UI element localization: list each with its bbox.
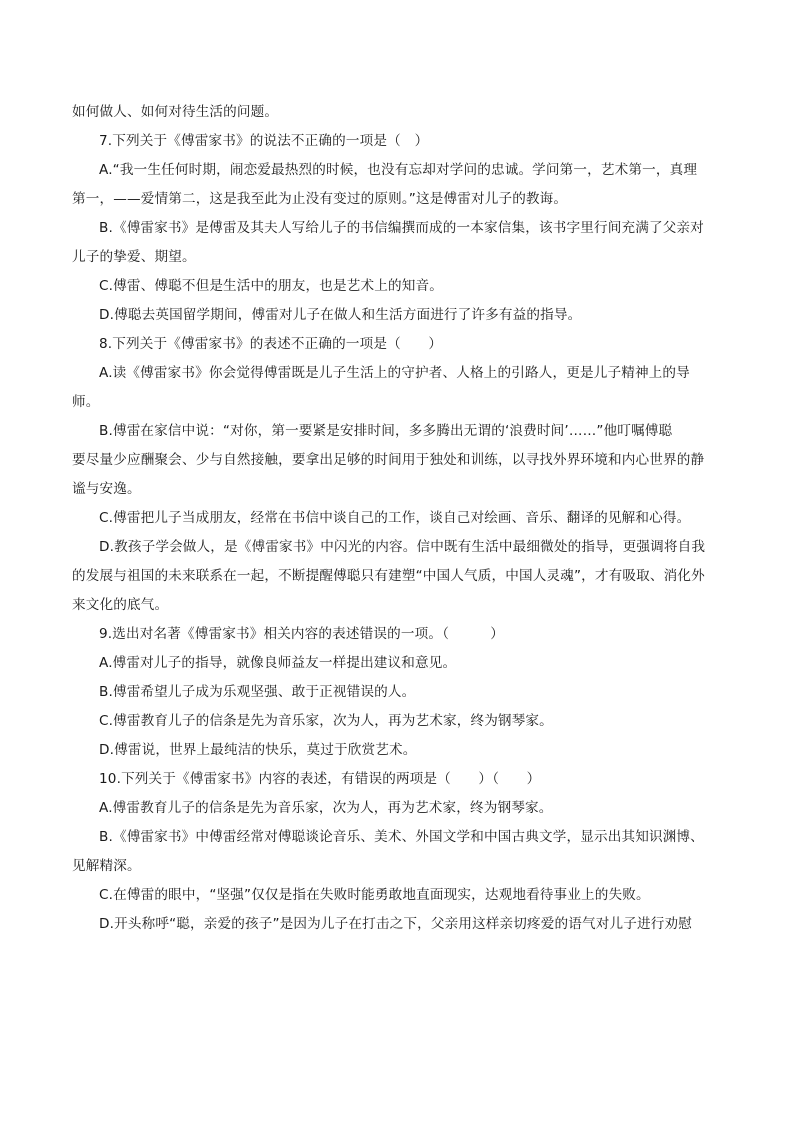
q7-option-a: A.“我一生任何时期，闹恋爱最热烈的时候，也没有忘却对学问的忠诚。学问第一，艺术第一，真理 [99, 162, 698, 178]
q8-option-b-cont2: 谧与安逸。 [72, 481, 141, 497]
q10-option-c: C.在傅雷的眼中，“坚强”仅仅是指在失败时能勇敢地直面现实，达观地看待事业上的失败。 [99, 887, 650, 903]
q10-option-b-cont: 见解精深。 [72, 858, 141, 874]
q7-option-b-cont: 儿子的挚爱、期望。 [72, 249, 196, 265]
question-text-block [72, 98, 726, 939]
q9-option-d: D.傅雷说，世界上最纯洁的快乐，莫过于欣赏艺术。 [99, 742, 417, 758]
q7-option-c: C.傅雷、傅聪不但是生活中的朋友，也是艺术上的知音。 [99, 278, 443, 294]
q9-option-a: A.傅雷对儿子的指导，就像良师益友一样提出建议和意见。 [99, 655, 457, 671]
q8-option-a-cont: 师。 [72, 394, 100, 410]
q10-option-d: D.开头称呼“聪，亲爱的孩子”是因为儿子在打击之下，父亲用这样亲切疼爱的语气对儿子进行劝慰 [99, 916, 692, 932]
q8-option-d-cont: 的发展与祖国的未来联系在一起，不断提醒傅聪只有建塑“中国人气质，中国人灵魂”，才有吸取、消化外 [72, 568, 705, 584]
q7-option-a-cont: 第一，——爱情第二，这是我至此为止没有变过的原则。”这是傅雷对儿子的教诲。 [72, 191, 568, 207]
q8-option-d-cont2: 来文化的底气。 [72, 597, 169, 613]
q9-option-c: C.傅雷教育儿子的信条是先为音乐家，次为人，再为艺术家，终为钢琴家。 [99, 713, 553, 729]
q8-option-b: B.傅雷在家信中说：“对你，第一要紧是安排时间，多多腾出无谓的‘浪费时间’……”他叮嘱傅聪 [99, 423, 673, 439]
question-7-stem: 7.下列关于《傅雷家书》的说法不正确的一项是（ ） [99, 133, 429, 149]
q9-option-b: B.傅雷希望儿子成为乐观坚强、敢于正视错误的人。 [99, 684, 416, 700]
q10-option-a: A.傅雷教育儿子的信条是先为音乐家，次为人，再为艺术家，终为钢琴家。 [99, 800, 553, 816]
q10-option-b: B.《傅雷家书》中傅雷经常对傅聪谈论音乐、美术、外国文学和中国古典文学，显示出其知识渊博、 [99, 829, 704, 845]
q8-option-d: D.教孩子学会做人，是《傅雷家书》中闪光的内容。信中既有生活中最细微处的指导，更强调将自我 [99, 539, 706, 555]
q8-option-c: C.傅雷把儿子当成朋友，经常在书信中谈自己的工作，谈自己对绘画、音乐、翻译的见解和心得。 [99, 510, 691, 526]
text-line: 如何做人、如何对待生活的问题。 [72, 104, 279, 120]
question-8-stem: 8.下列关于《傅雷家书》的表述不正确的一项是（ ） [99, 336, 443, 352]
q8-option-b-cont: 要尽量少应酬聚会、少与自然接触，要拿出足够的时间用于独处和训练，以寻找外界环境和内心世界的静 [72, 452, 705, 468]
question-10-stem: 10.下列关于《傅雷家书》内容的表述，有错误的两项是（ ）（ ） [99, 771, 541, 787]
q7-option-d: D.傅聪去英国留学期间，傅雷对儿子在做人和生活方面进行了许多有益的指导。 [99, 307, 582, 323]
question-9-stem: 9.选出对名著《傅雷家书》相关内容的表述错误的一项。（ ） [99, 626, 505, 642]
q7-option-b: B.《傅雷家书》是傅雷及其夫人写给儿子的书信编撰而成的一本家信集，该书字里行间充满了父亲对 [99, 220, 704, 236]
q8-option-a: A.读《傅雷家书》你会觉得傅雷既是儿子生活上的守护者、人格上的引路人，更是儿子精神上的导 [99, 365, 690, 381]
